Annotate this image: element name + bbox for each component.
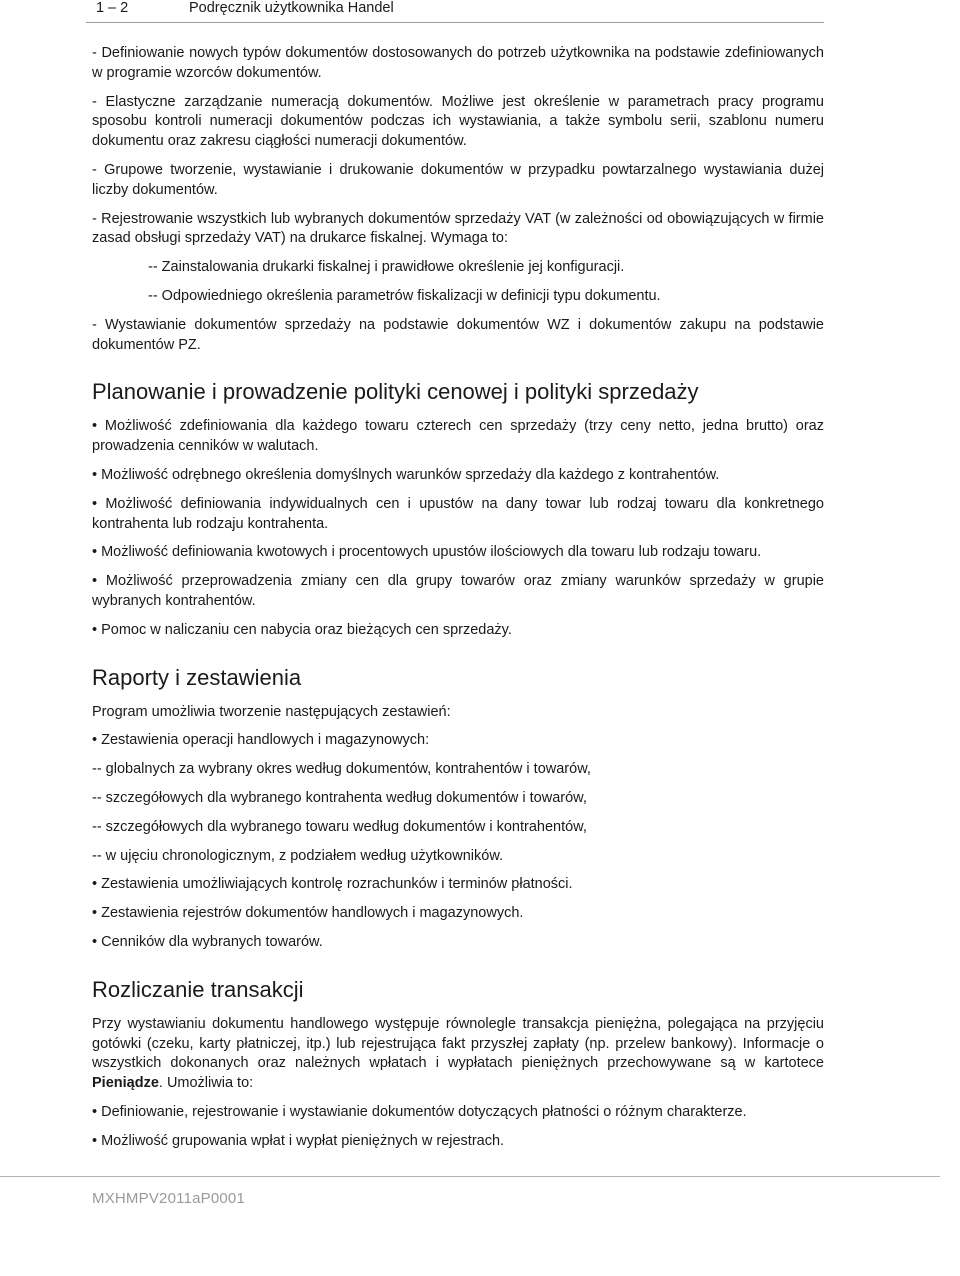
- list-item: • Możliwość zdefiniowania dla każdego towaru czterech cen sprzedaży (trzy ceny netto, jedna brutto) oraz prowadzenia cenników w walutach.: [92, 418, 824, 455]
- list-item: • Możliwość definiowania indywidualnych cen i upustów na dany towar lub rodzaj towaru dla konkretnego kontrahenta lub rodzaju kontrahenta.: [92, 495, 824, 532]
- list-item: • Możliwość definiowania kwotowych i procentowych upustów ilościowych dla towaru lub rodzaju towaru.: [92, 544, 762, 561]
- section-heading-transactions: Rozliczanie transakcji: [92, 976, 304, 1002]
- list-item: • Pomoc w naliczaniu cen nabycia oraz bieżących cen sprzedaży.: [92, 621, 512, 638]
- paragraph: - Rejestrowanie wszystkich lub wybranych dokumentów sprzedaży VAT (w zależności od obowiązujących w firmie zasad obsługi sprzedaży VAT) na drukarce fiskalnej. Wymaga to:: [92, 210, 824, 247]
- document-code: MXHMPV2011aP0001: [92, 1190, 246, 1207]
- list-item: • Możliwość odrębnego określenia domyślnych warunków sprzedaży dla każdego z kontrahentów.: [92, 466, 720, 483]
- sub-item: -- Odpowiedniego określenia parametrów fiskalizacji w definicji typu dokumentu.: [148, 287, 661, 304]
- list-item: Program umożliwia tworzenie następujących zestawień:: [92, 703, 451, 720]
- bold-term: Pieniądze: [92, 1075, 159, 1092]
- section-heading-pricing: Planowanie i prowadzenie polityki cenowej i polityki sprzedaży: [92, 379, 699, 405]
- list-item: • Cenników dla wybranych towarów.: [92, 933, 323, 950]
- paragraph: - Grupowe tworzenie, wystawianie i drukowanie dokumentów w przypadku powtarzalnego wystawiania dużej liczby dokumentów.: [92, 161, 824, 198]
- sub-item: -- Zainstalowania drukarki fiskalnej i prawidłowe określenie jej konfiguracji.: [148, 259, 625, 276]
- paragraph: - Elastyczne zarządzanie numeracją dokumentów. Możliwe jest określenie w parametrach pracy programu sposobu kontroli numeracji dokumentów podczas ich wystawiania, a także symbolu serii, szablonu numeru dokumentu oraz zakresu ciągłości numeracji dokumentów.: [92, 93, 824, 150]
- page-content: [92, 44, 824, 1160]
- page-header: [86, 0, 824, 23]
- list-item: -- globalnych za wybrany okres według dokumentów, kontrahentów i towarów,: [92, 761, 591, 778]
- list-item: -- szczegółowych dla wybranego towaru według dokumentów i kontrahentów,: [92, 818, 587, 835]
- section-heading-reports: Raporty i zestawienia: [92, 664, 302, 690]
- page-number: 1 – 2: [96, 0, 129, 16]
- paragraph: - Wystawianie dokumentów sprzedaży na podstawie dokumentów WZ i dokumentów zakupu na podstawie dokumentów PZ.: [92, 316, 824, 353]
- text-run: Przy wystawianiu dokumentu handlowego występuje równolegle transakcja pieniężna, polegająca na przyjęciu gotówki (czeku, karty płatniczej, itp.) lub rejestrująca fakt przyszłej zapłaty (np. przelew bankowy). Informacje o wszystkich dokonanych oraz należnych wpłatach i wypłatach pieniężnych przechowywane są w kartotece: [92, 1015, 824, 1072]
- list-item: • Zestawienia rejestrów dokumentów handlowych i magazynowych.: [92, 905, 524, 922]
- list-item: • Zestawienia operacji handlowych i magazynowych:: [92, 732, 430, 749]
- footer-divider: [0, 1176, 940, 1177]
- document-title: Podręcznik użytkownika Handel: [189, 0, 394, 16]
- paragraph: [92, 1015, 824, 1094]
- list-item: • Możliwość przeprowadzenia zmiany cen dla grupy towarów oraz zmiany warunków sprzedaży w grupie wybranych kontrahentów.: [92, 573, 824, 609]
- list-item: -- w ujęciu chronologicznym, z podziałem według użytkowników.: [92, 847, 504, 864]
- list-item: • Zestawienia umożliwiających kontrolę rozrachunków i terminów płatności.: [92, 876, 573, 893]
- text-run: . Umożliwia to:: [158, 1075, 254, 1092]
- list-item: -- szczegółowych dla wybranego kontrahenta według dokumentów i towarów,: [92, 789, 587, 806]
- list-item: • Definiowanie, rejestrowanie i wystawianie dokumentów dotyczących płatności o różnym charakterze.: [92, 1103, 747, 1120]
- paragraph: - Definiowanie nowych typów dokumentów dostosowanych do potrzeb użytkownika na podstawie zdefiniowanych w programie wzorców dokumentów.: [92, 45, 824, 81]
- list-item: • Możliwość grupowania wpłat i wypłat pieniężnych w rejestrach.: [92, 1132, 505, 1149]
